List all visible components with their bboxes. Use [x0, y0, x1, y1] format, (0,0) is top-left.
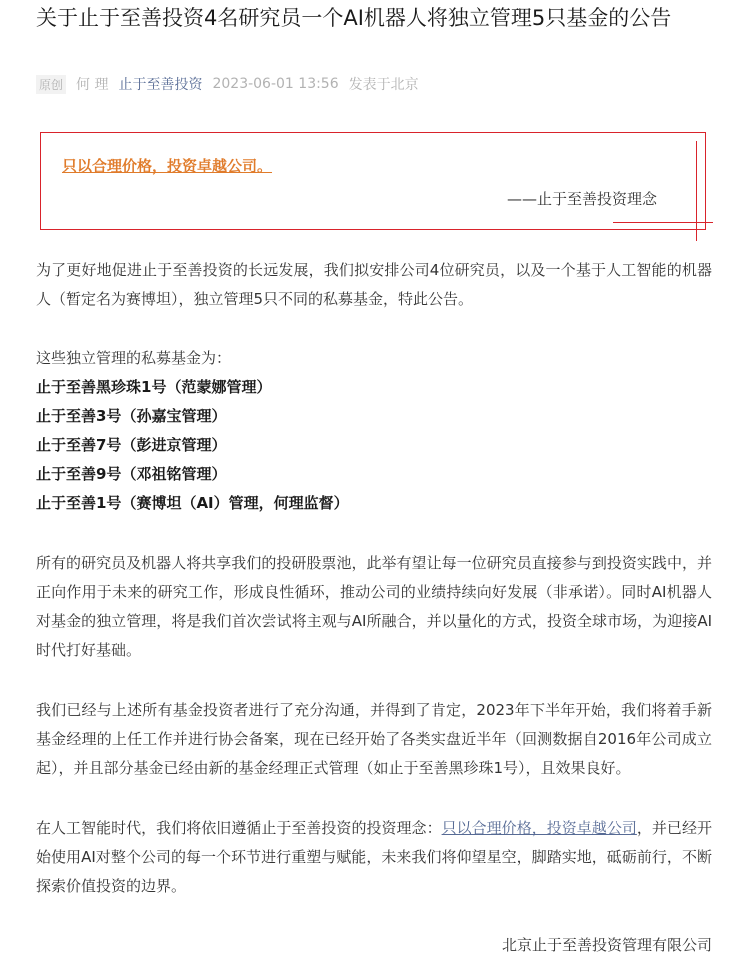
- original-tag: 原创: [36, 75, 66, 94]
- philosophy-quote-box: [40, 132, 706, 230]
- philosophy-link[interactable]: 只以合理价格，投资卓越公司: [441, 819, 637, 837]
- article-meta: [36, 74, 419, 94]
- publish-location: 发表于北京: [348, 77, 419, 93]
- decorative-horizontal-line: [613, 222, 713, 223]
- philosophy-text-end: ，并已经开始使用AI对整个公司的每一个环节进行重塑与赋能，未来我们将仰望星空，脚踏实地，砥砺前行，不断探索价值投资的边界。: [36, 819, 712, 895]
- article-body: [36, 256, 712, 960]
- fund-item: 止于至善7号（彭进京管理）: [36, 436, 227, 454]
- author-name: 何 理: [76, 77, 109, 93]
- philosophy-paragraph: [36, 814, 712, 901]
- progress-paragraph: 我们已经与上述所有基金投资者进行了充分沟通，并得到了肯定，2023年下半年开始，我们将着手新基金经理的上任工作并进行协会备案，现在已经开始了各类实盘近半年（回测数据自2016年公司成立起），并且部分基金已经由新的基金经理正式管理（如止于至善黑珍珠1号），且效果良好。: [36, 701, 712, 777]
- company-signature: 北京止于至善投资管理有限公司: [501, 936, 712, 954]
- fund-item: 止于至善3号（孙嘉宝管理）: [36, 407, 227, 425]
- decorative-vertical-line: [696, 141, 697, 241]
- sharing-paragraph: 所有的研究员及机器人将共享我们的投研股票池，此举有望让每一位研究员直接参与到投资实践中，并正向作用于未来的研究工作，形成良性循环，推动公司的业绩持续向好发展（非承诺）。同时AI机器人对基金的独立管理，将是我们首次尝试将主观与AI所融合，并以量化的方式，投资全球市场，为迎接AI时代打好基础。: [36, 554, 712, 659]
- fund-item: 止于至善9号（邓祖铭管理）: [36, 465, 227, 483]
- funds-heading: 这些独立管理的私募基金为：: [36, 349, 232, 367]
- fund-item: 止于至善1号（赛博坦（AI）管理，何理监督）: [36, 494, 349, 512]
- publish-time: 2023-06-01 13:56: [212, 76, 339, 92]
- article-title: 关于止于至善投资4名研究员一个AI机器人将独立管理5只基金的公告: [36, 6, 672, 30]
- account-link[interactable]: 止于至善投资: [118, 77, 203, 93]
- quote-text: 只以合理价格，投资卓越公司。: [62, 157, 273, 175]
- quote-source: ——止于至善投资理念: [507, 190, 658, 208]
- fund-item: 止于至善黑珍珠1号（范蒙娜管理）: [36, 378, 272, 396]
- intro-paragraph: 为了更好地促进止于至善投资的长远发展，我们拟安排公司4位研究员，以及一个基于人工智能的机器人（暂定名为赛博坦），独立管理5只不同的私募基金，特此公告。: [36, 261, 712, 308]
- philosophy-text-start: 在人工智能时代，我们将依旧遵循止于至善投资的投资理念：: [36, 819, 442, 837]
